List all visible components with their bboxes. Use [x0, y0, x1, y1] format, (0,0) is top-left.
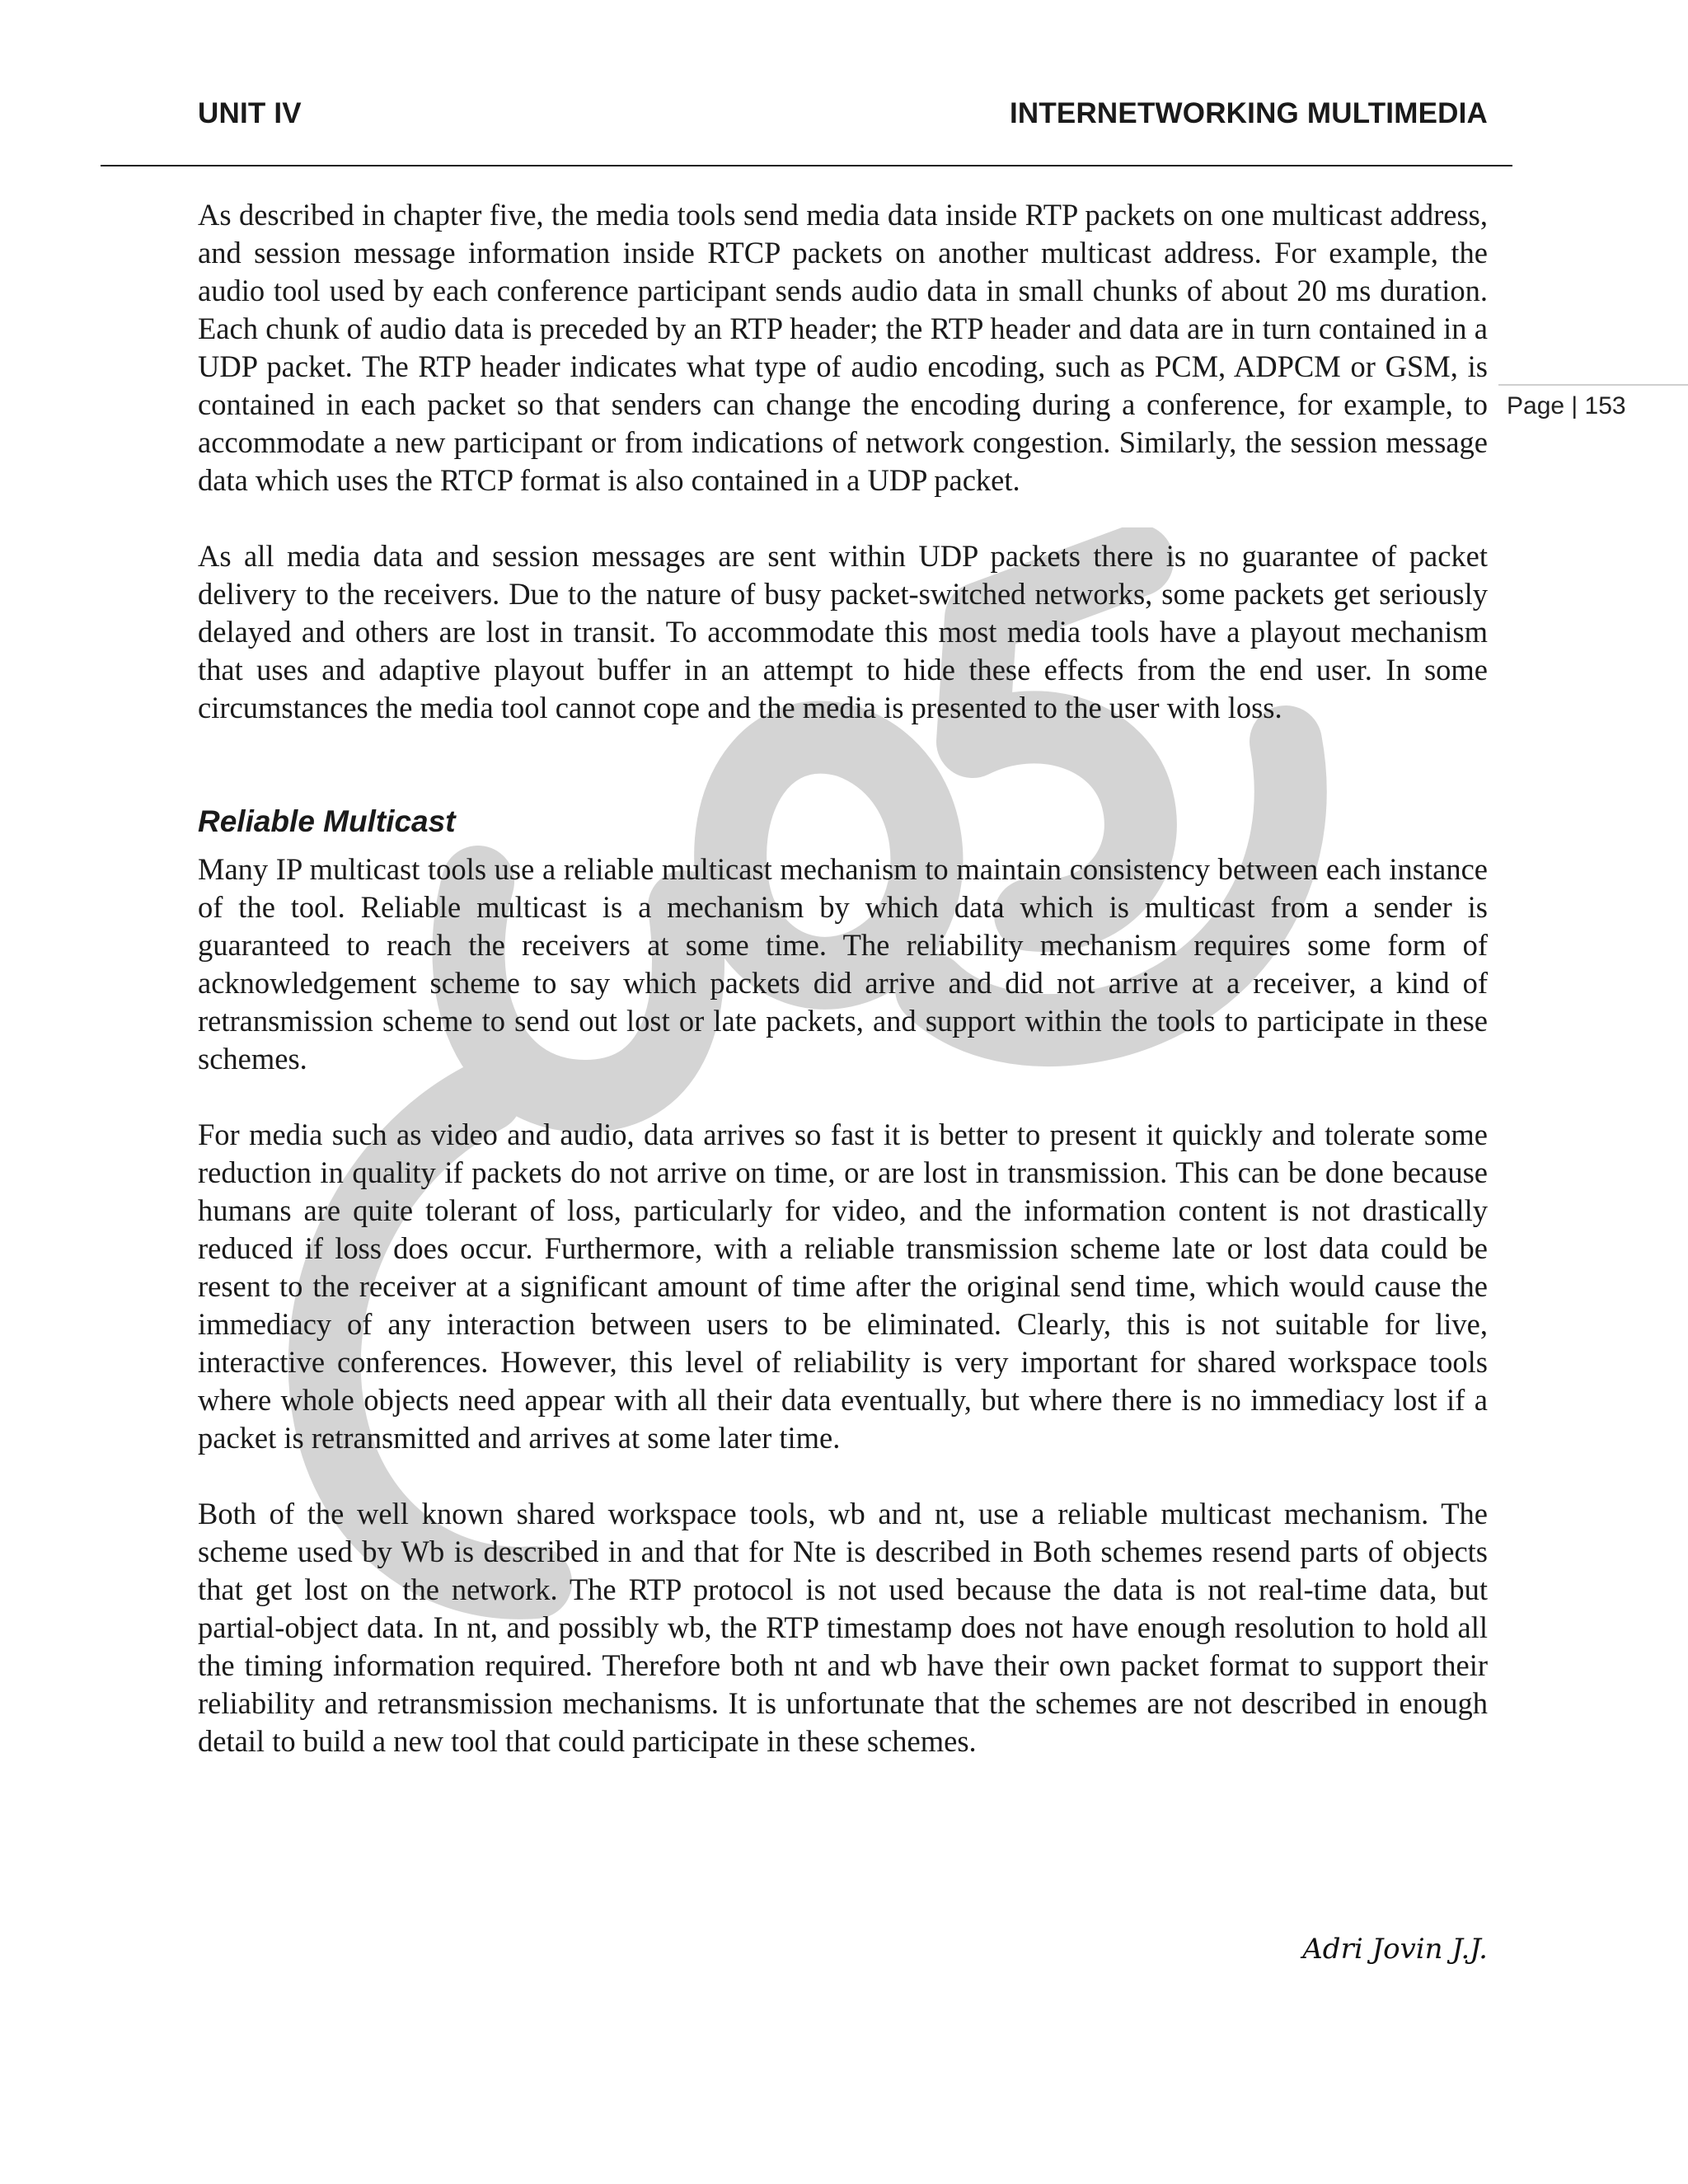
section-heading: Reliable Multicast — [198, 804, 456, 838]
page-number-tab — [1498, 384, 1688, 425]
page-tab-divider — [1498, 384, 1688, 386]
paragraph: As described in chapter five, the media tools send media data inside RTP packets on one multicast address, and session message information inside RTCP packets on another multicast address. For example, the audio tool used by each conference participant sends audio data in small chunks of about 20 ms duration. Each chunk of audio data is preceded by an RTP header; the RTP header and data are in turn contained in a UDP packet. The RTP header indicates what type of audio encoding, such as PCM, ADPCM or GSM, is contained in each packet so that senders can change the encoding during a conference, for example, to accommodate a new participant or from indications of network congestion. Similarly, the session message data which uses the RTCP format is also contained in a UDP packet. — [198, 198, 1488, 497]
paragraph: For media such as video and audio, data arrives so fast it is better to present it quickly and tolerate some reduction in quality if packets do not arrive on time, or are lost in transmission. This can be done because humans are quite tolerant of loss, particularly for video, and the information content is not drastically reduced if loss does occur. Furthermore, with a reliable transmission scheme late or lost data could be resent to the receiver at a significant amount of time after the original send time, which would cause the immediacy of any interaction between users to be eliminated. Clearly, this is not suitable for live, interactive conferences. However, this level of reliability is very important for shared workspace tools where whole objects need appear with all their data eventually, but where there is no immediacy lost if a packet is retransmitted and arrives at some later time. — [198, 1118, 1488, 1455]
paragraph: As all media data and session messages are sent within UDP packets there is no guarantee of packet delivery to the receivers. Due to the nature of busy packet-switched networks, some packets get seriously delayed and others are lost in transit. To accommodate this most media tools have a playout mechanism that uses and adaptive playout buffer in an attempt to hide these effects from the end user. In some circumstances the media tool cannot cope and the media is presented to the user with loss. — [198, 539, 1488, 724]
paragraph: Both of the well known shared workspace tools, wb and nt, use a reliable multicast mechanism. The scheme used by Wb is described in and that for Nte is described in Both schemes resend parts of objects that get lost on the network. The RTP protocol is not used because the data is not real-time data, but partial-object data. In nt, and possibly wb, the RTP timestamp does not have enough resolution to hold all the timing information required. Therefore both nt and wb have their own packet format to support their reliability and retransmission mechanisms. It is unfortunate that the schemes are not described in enough detail to build a new tool that could participate in these schemes. — [198, 1497, 1488, 1758]
chapter-title: INTERNETWORKING MULTIMEDIA — [1009, 97, 1488, 129]
body-content — [198, 196, 1488, 1760]
author-signature: Adri Jovin J.J. — [1302, 1933, 1488, 1966]
unit-label: UNIT IV — [198, 97, 302, 129]
paragraph: Many IP multicast tools use a reliable multicast mechanism to maintain consistency between each instance of the tool. Reliable multicast is a mechanism by which data which is multicast from a sender is guaranteed to reach the receivers at some time. The reliability mechanism requires some form of acknowledgement scheme to say which packets did arrive and did not arrive at a receiver, a kind of retransmission scheme to send out lost or late packets, and support within the tools to participate in these schemes. — [198, 852, 1488, 1076]
page-number: Page | 153 — [1507, 392, 1626, 419]
header-divider — [101, 165, 1512, 166]
